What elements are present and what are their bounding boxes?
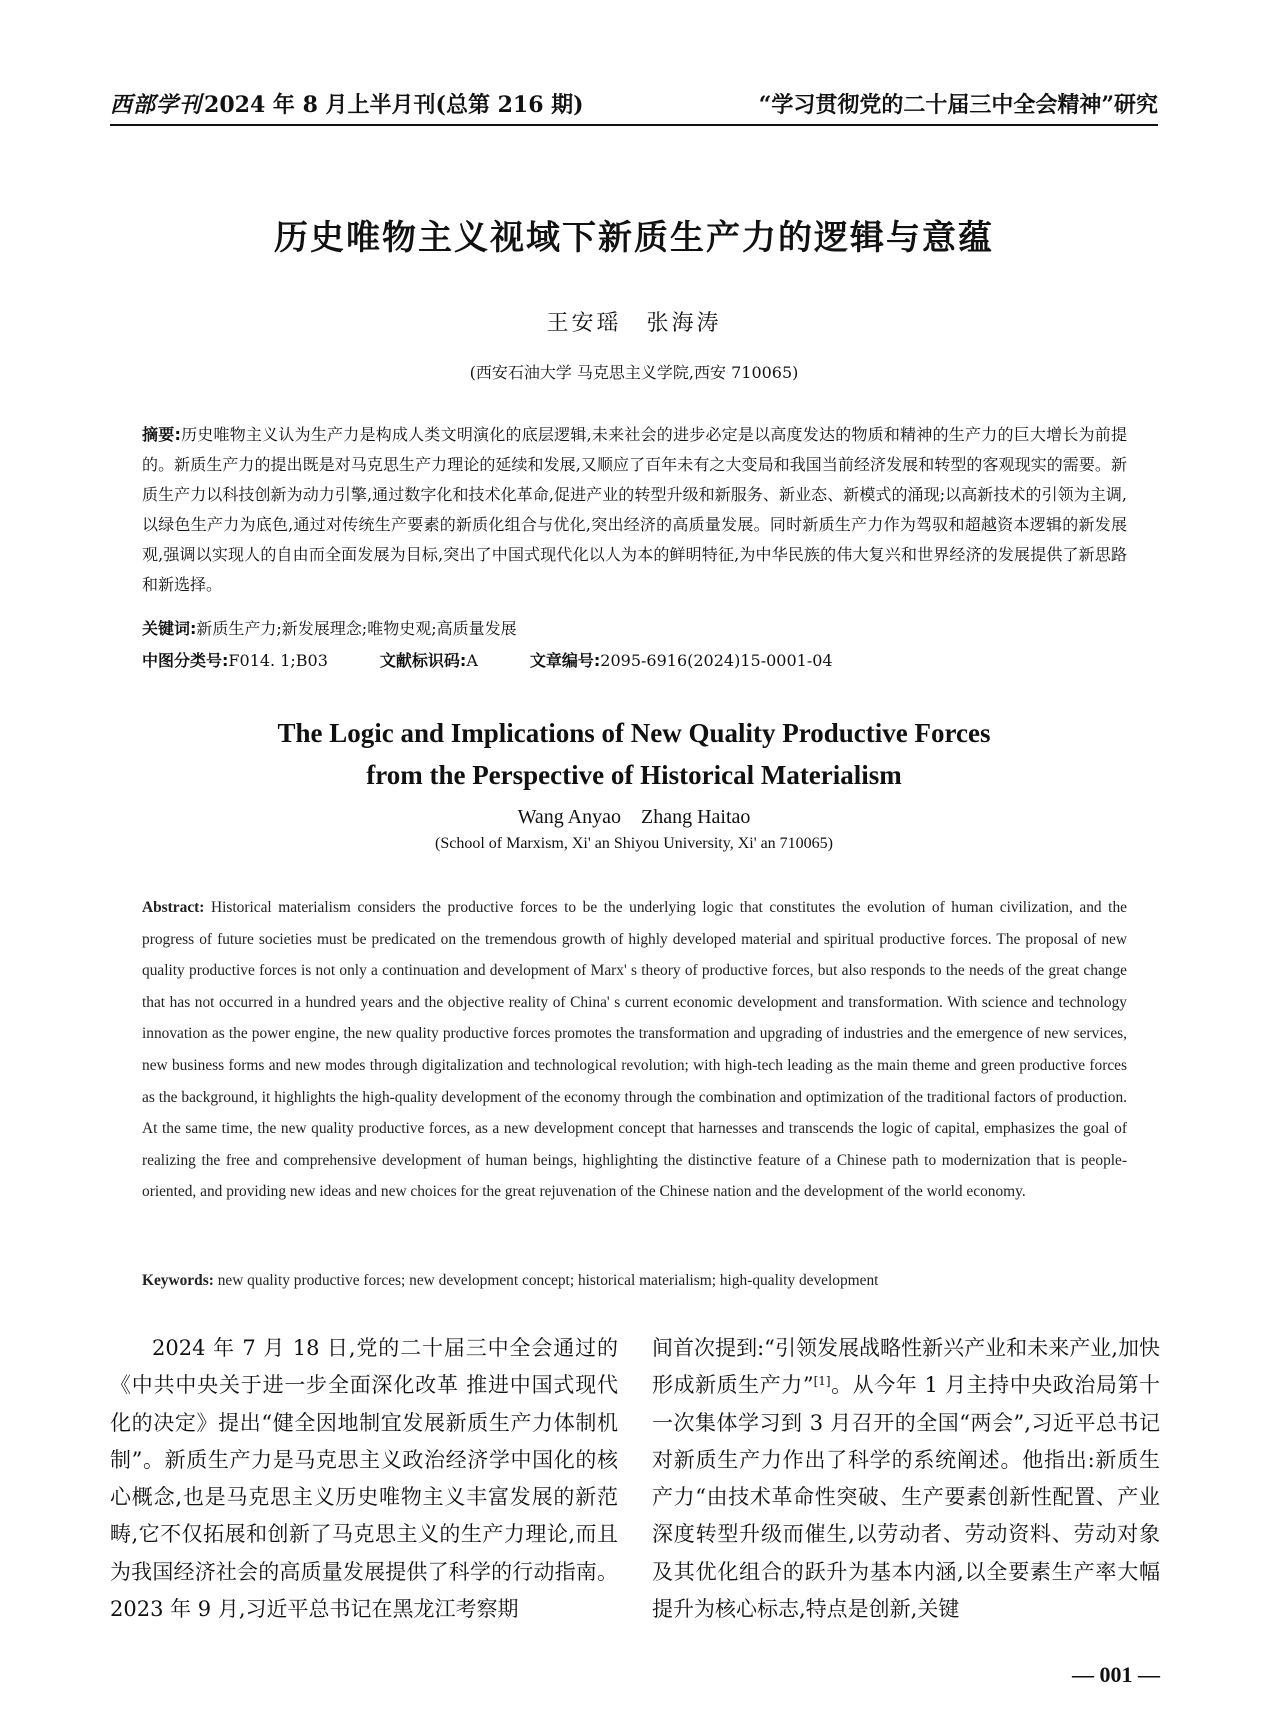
article-title-en [110,712,1158,796]
header-rule [110,124,1158,126]
abstract-en-label: Abstract: [142,899,205,916]
body-right-text-a: 间首次提到:“引领发展战略性新兴产业和未来产业,加快形成新质生产力” [652,1336,1160,1398]
abstract-en [142,892,1127,1208]
running-header-journal [110,88,584,119]
abstract-cn-text: 历史唯物主义认为生产力是构成人类文明演化的底层逻辑,未来社会的进步必定是以高度发达的物质和精神的生产力的巨大增长为前提的。新质生产力的提出既是对马克思生产力理论的延续和发展,又顺应了百年未有之大变局和我国当前经济发展和转型的客观现实的需要。新质生产力以科技创新为动力引擎,通过数字化和技术化革命,促进产业的转型升级和新服务、新业态、新模式的涌现;以高新技术的引领为主调,以绿色生产力为底色,通过对传统生产要素的新质化组合与优化,突出经济的高质量发展。同时新质生产力作为驾驭和超越资本逻辑的新发展观,强调以实现人的自由而全面发展为目标,突出了中国式现代化以人为本的鲜明特征,为中华民族的伟大复兴和世界经济的发展提供了新思路和新选择。 [142,425,1127,594]
keywords-en [142,1268,1127,1294]
doc-code-label: 文献标识码: [379,651,467,670]
abstract-en-text: Historical materialism considers the productive forces to be the underlying logic that constitutes the evolution of human civilization, and the progress of future societies must be predicated on the tremendous growth of highly developed material and spiritual productive forces. The proposal of new quality productive forces is not only a continuation and development of Marx' s theory of productive forces, but also responds to the needs of the great change that has not occurred in a hundred years and the objective reality of China' s current economic development and transformation. With science and technology innovation as the power engine, the new quality productive forces promotes the transformation and upgrading of industries and the emergence of new services, new business forms and new modes through digitalization and technological revolution; with high-tech leading as the main theme and green productive forces as the background, it highlights the high-quality development of the economy through the combination and optimization of the traditional factors of production. At the same time, the new quality productive forces, as a new development concept that harnesses and transcends the logic of capital, emphasizes the goal of realizing the free and comprehensive development of human beings, highlighting the distinctive feature of a Chinese path to modernization that is people-oriented, and providing new ideas and new choices for the great rejuvenation of the Chinese nation and the development of the world economy. [142,899,1127,1201]
title-en-line2: from the Perspective of Historical Materialism [366,760,902,790]
body-column-left: 2024 年 7 月 18 日,党的二十届三中全会通过的《中共中央关于进一步全面深化改革 推进中国式现代化的决定》提出“健全因地制宜发展新质生产力体制机制”。新质生产力是马克思主义政治经济学中国化的核心概念,也是马克思主义历史唯物主义丰富发展的新范畴,它不仅拓展和创新了马克思主义的生产力理论,而且为我国经济社会的高质量发展提供了科学的行动指南。2023 年 9 月,习近平总书记在黑龙江考察期 [110,1336,618,1622]
article-number-value: 2095-6916(2024)15-0001-04 [600,651,833,670]
article-title-cn: 历史唯物主义视域下新质生产力的逻辑与意蕴 [274,218,994,258]
journal-logo: 西部学刊 [110,92,203,118]
authors-cn: 王安瑶 张海涛 [546,311,722,336]
citation-ref: [1] [813,1374,831,1389]
keywords-cn [142,616,1127,642]
doc-code-value: A [466,651,478,670]
abstract-cn-label: 摘要: [142,425,181,444]
clc-label: 中图分类号: [142,651,229,670]
article-number-label: 文章编号: [529,651,601,670]
title-en-line1: The Logic and Implications of New Quality Productive Forces [277,718,991,748]
affiliation-en: (School of Marxism, Xi' an Shiyou University, Xi' an 710065) [434,835,834,852]
authors-en: Wang Anyao Zhang Haitao [517,806,751,828]
affiliation-cn: (西安石油大学 马克思主义学院,西安 710065) [469,363,799,382]
keywords-en-text: new quality productive forces; new development concept; historical materialism; high-quality development [217,1272,879,1289]
issue-info: 2024 年 8 月上半月刊(总第 216 期) [204,92,584,118]
keywords-cn-text: 新质生产力;新发展理念;唯物史观;高质量发展 [196,619,517,638]
keywords-en-label: Keywords: [142,1272,214,1289]
classification-line [142,648,1127,674]
body-right-text-b: 。从今年 1 月主持中央政治局第十一次集体学习到 3 月召开的全国“两会”,习近平总书记对新质生产力作出了科学的系统阐述。他指出:新质生产力“由技术革命性突破、生产要素创新性配置、产业深度转型升级而催生,以劳动者、劳动资料、劳动对象及其优化组合的跃升为基本内涵,以全要素生产率大幅提升为核心标志,特点是创新,关键 [652,1373,1160,1622]
clc-value: F014. 1;B03 [228,651,328,670]
body-column-right [652,1330,1160,1628]
running-header-section: “学习贯彻党的二十届三中全会精神”研究 [758,92,1158,118]
keywords-cn-label: 关键词: [142,619,197,638]
page-number: — 001 — [1072,1662,1160,1687]
abstract-cn [142,420,1127,600]
